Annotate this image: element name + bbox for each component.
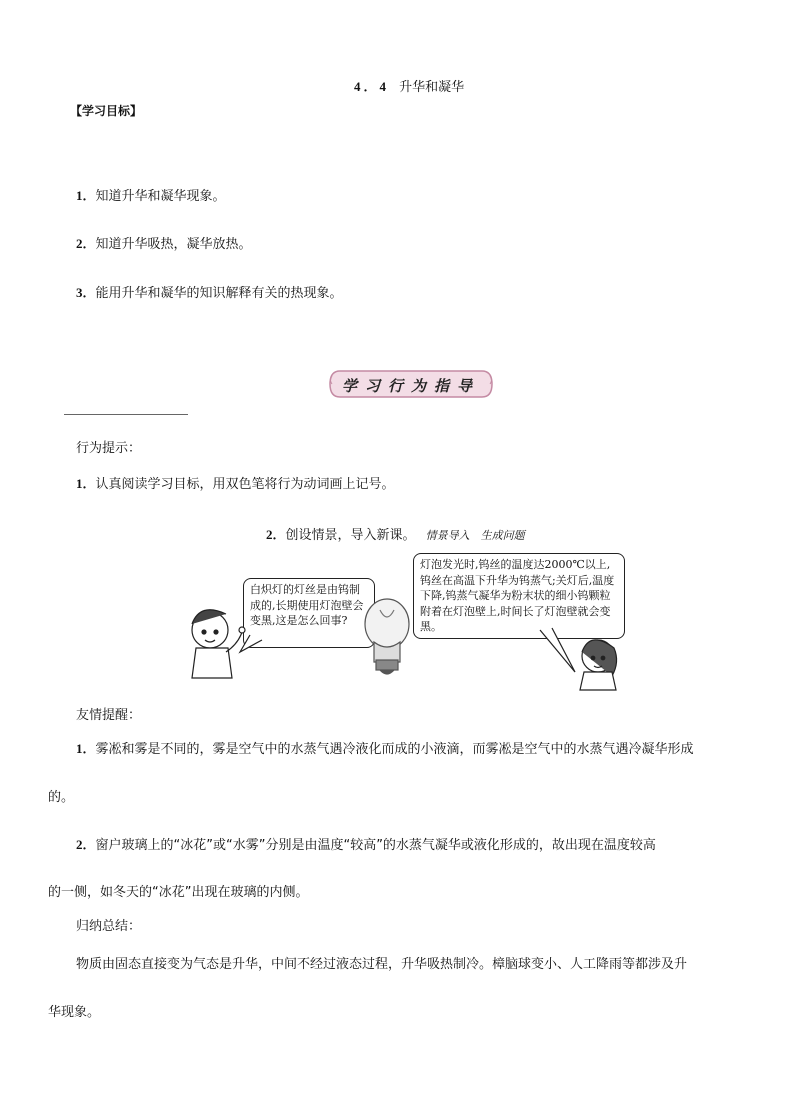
reminder-1-line1 bbox=[76, 738, 694, 757]
reminder-2-line1 bbox=[76, 834, 656, 853]
behavior-text: 创设情景，导入新课。 bbox=[285, 528, 416, 543]
reminder-2-line2: 的一侧，如冬天的“冰花”出现在玻璃的内侧。 bbox=[48, 885, 309, 900]
banner-text: 学习行为指导 bbox=[341, 377, 480, 395]
bubble-left-text: 白炽灯的灯丝是由钨制成的,长期使用灯泡壁会变黑,这是怎么回事? bbox=[250, 583, 364, 627]
section-objectives-heading: 【学习目标】 bbox=[70, 104, 143, 118]
objective-number: 1． bbox=[76, 188, 96, 203]
reminder-text: 窗户玻璃上的“冰花”或“水雾”分别是由温度“较高”的水蒸气凝华或液化形成的，故出现在温度较高 bbox=[95, 838, 656, 853]
bubble-right-tail bbox=[540, 628, 575, 672]
illustration bbox=[180, 560, 640, 695]
behavior-tag: 情景导入 生成问题 bbox=[425, 529, 525, 542]
summary-line-2: 华现象。 bbox=[48, 1005, 101, 1020]
divider-line bbox=[64, 414, 188, 415]
behavior-number: 1． bbox=[76, 476, 96, 491]
summary-line-1: 物质由固态直接变为气态是升华，中间不经过液态过程，升华吸热制冷。樟脑球变小、人工降雨等都涉及升 bbox=[76, 957, 688, 972]
bubble-right-text: 灯泡发光时,钨丝的温度达2000℃以上,钨丝在高温下升华为钨蒸气;关灯后,温度下降,钨蒸气凝华为粉末状的细小钨颗粒附着在灯泡壁上,时间长了灯泡壁就会变黑。 bbox=[420, 558, 615, 633]
objective-text: 知道升华吸热，凝华放热。 bbox=[95, 237, 252, 252]
behavior-item-2 bbox=[266, 524, 525, 543]
boy-figure bbox=[192, 610, 245, 678]
behavior-number: 2． bbox=[266, 527, 286, 542]
objective-number: 2． bbox=[76, 236, 96, 251]
title-number: 4．4 bbox=[354, 79, 390, 94]
objective-text: 能用升华和凝华的知识解释有关的热现象。 bbox=[95, 286, 343, 301]
behavior-item-1 bbox=[76, 473, 395, 492]
reminder-number: 1． bbox=[76, 741, 96, 756]
page-title bbox=[354, 76, 464, 95]
objective-text: 知道升华和凝华现象。 bbox=[95, 189, 226, 204]
behavior-label: 行为提示： bbox=[76, 441, 142, 456]
lightbulb-icon bbox=[365, 599, 409, 674]
objective-3 bbox=[76, 282, 343, 301]
reminder-1-line2: 的。 bbox=[48, 790, 75, 805]
reminder-label: 友情提醒： bbox=[76, 708, 142, 723]
title-text: 升华和凝华 bbox=[399, 80, 465, 95]
reminder-number: 2． bbox=[76, 837, 96, 852]
objective-1 bbox=[76, 185, 226, 204]
girl-figure bbox=[580, 640, 617, 690]
section-banner bbox=[328, 369, 494, 399]
bubble-left-tail bbox=[240, 635, 262, 652]
summary-label: 归纳总结： bbox=[76, 919, 142, 934]
objective-number: 3． bbox=[76, 285, 96, 300]
reminder-text: 雾凇和雾是不同的，雾是空气中的水蒸气遇冷液化而成的小液滴，而雾凇是空气中的水蒸气遇冷凝华形成 bbox=[95, 742, 694, 757]
objective-2 bbox=[76, 233, 252, 252]
behavior-text: 认真阅读学习目标，用双色笔将行为动词画上记号。 bbox=[95, 477, 395, 492]
